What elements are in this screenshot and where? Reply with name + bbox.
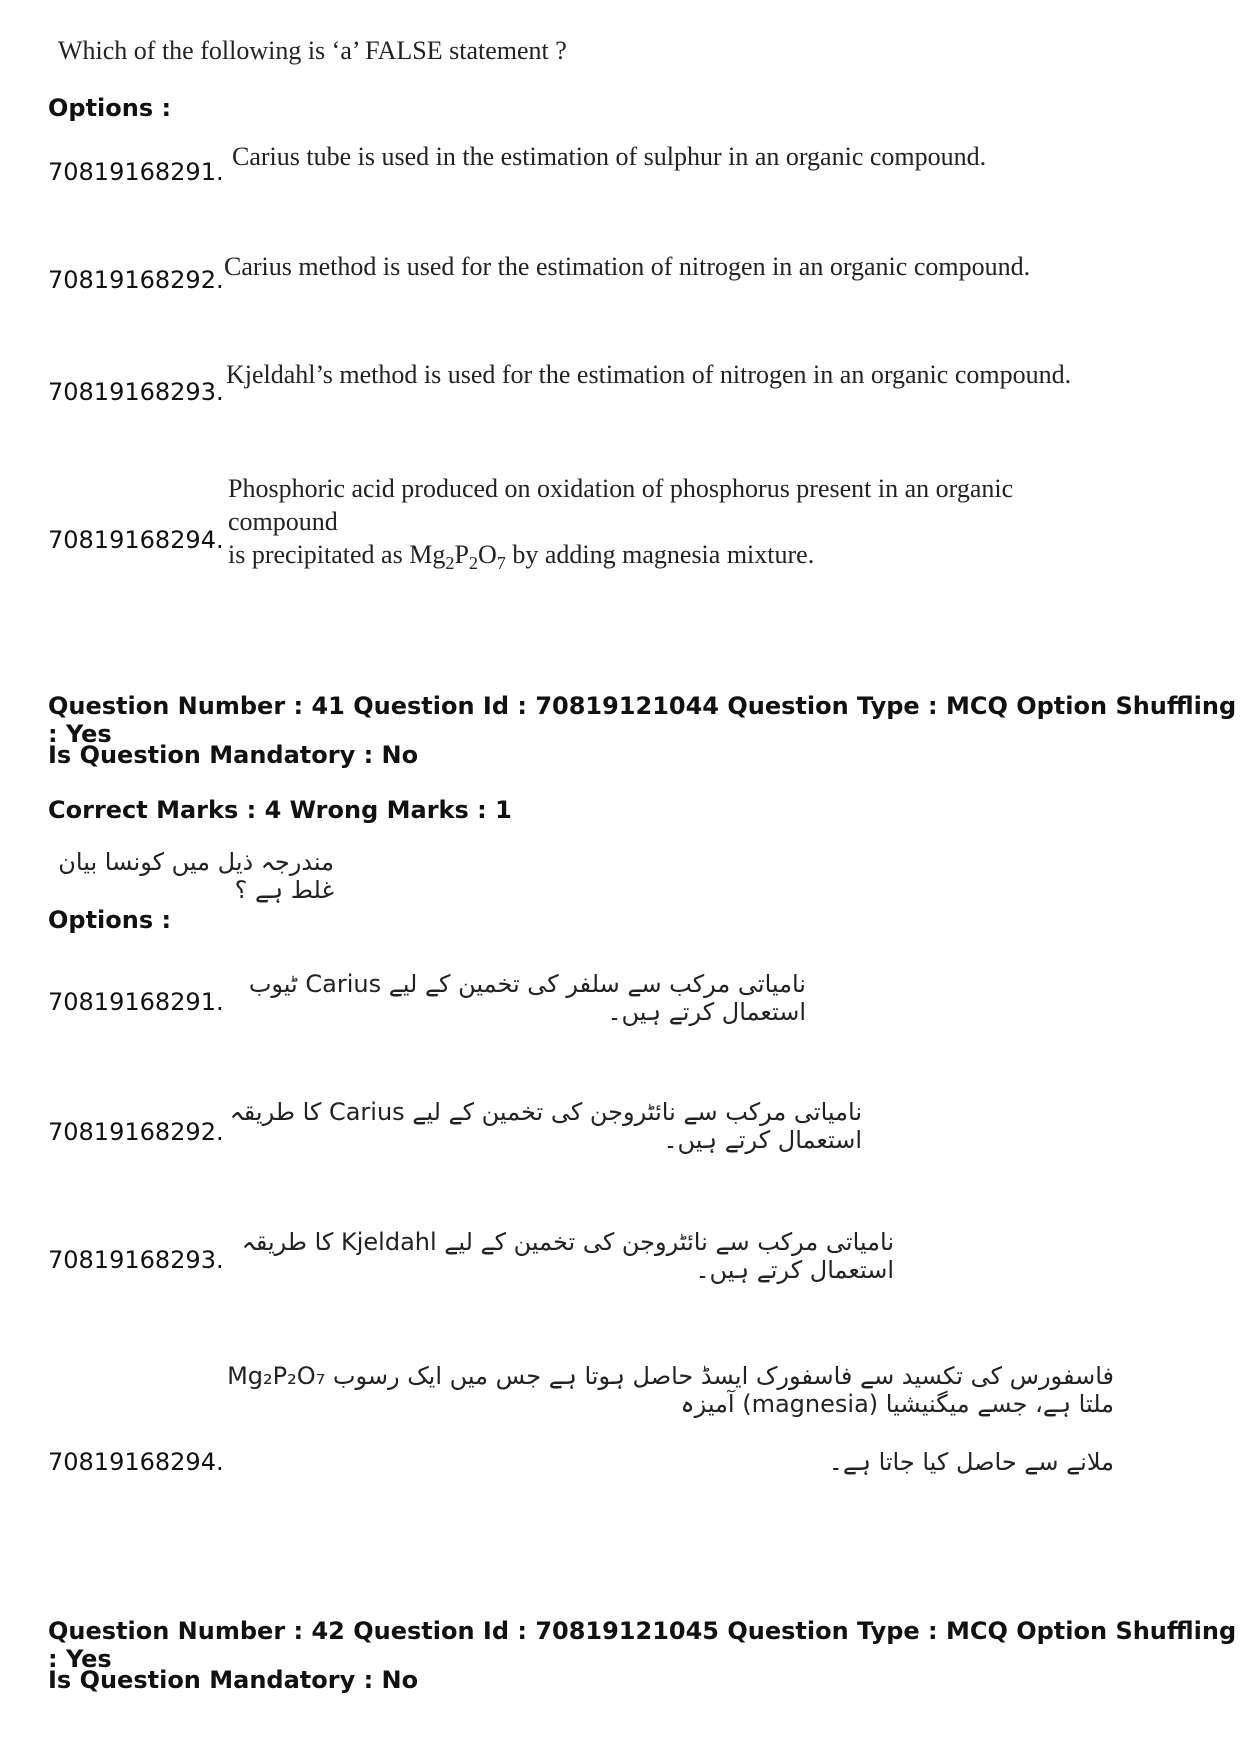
option-number: 70819168294. bbox=[48, 1448, 224, 1476]
option-number: 70819168293. bbox=[48, 378, 224, 406]
option-text: نامیاتی مرکب سے نائٹروجن کی تخمین کے لیے Carius کا طریقہ استعمال کرتے ہیں۔ bbox=[229, 1098, 862, 1154]
question-text: Which of the following is ‘a’ FALSE statement ? bbox=[58, 36, 567, 65]
question-marks: Correct Marks : 4 Wrong Marks : 1 bbox=[48, 796, 512, 824]
option-number: 70819168292. bbox=[48, 1118, 224, 1146]
option-number: 70819168291. bbox=[48, 988, 224, 1016]
option-text bbox=[226, 1362, 1114, 1476]
question-header: Question Number : 42 Question Id : 70819121045 Question Type : MCQ Option Shuffling : Yes bbox=[48, 1617, 1237, 1673]
option-text-line: فاسفورس کی تکسید سے فاسفورک ایسڈ حاصل ہوتا ہے جس میں ایک رسوب Mg₂P₂O₇ ملتا ہے، جسے میگنیشیا (magnesia) آمیزہ bbox=[227, 1362, 1114, 1418]
option-number: 70819168291. bbox=[48, 158, 224, 186]
options-label: Options : bbox=[48, 94, 172, 122]
option-number: 70819168292. bbox=[48, 266, 224, 294]
option-text: نامیاتی مرکب سے نائٹروجن کی تخمین کے لیے Kjeldahl کا طریقہ استعمال کرتے ہیں۔ bbox=[241, 1228, 894, 1284]
option-number: 70819168294. bbox=[48, 526, 224, 554]
option-text-line: Phosphoric acid produced on oxidation of phosphorus present in an organic compound bbox=[228, 474, 1014, 536]
question-header: Question Number : 41 Question Id : 70819121044 Question Type : MCQ Option Shuffling : Yes bbox=[48, 692, 1237, 748]
option-text: Carius method is used for the estimation of nitrogen in an organic compound. bbox=[224, 252, 1031, 281]
question-mandatory: Is Question Mandatory : No bbox=[48, 1666, 419, 1694]
option-text-line: ملانے سے حاصل کیا جاتا ہے۔ bbox=[828, 1448, 1114, 1476]
question-mandatory: Is Question Mandatory : No bbox=[48, 741, 419, 769]
option-text: Kjeldahl’s method is used for the estimation of nitrogen in an organic compound. bbox=[226, 360, 1072, 389]
option-text: نامیاتی مرکب سے سلفر کی تخمین کے لیے Carius ٹیوب استعمال کرتے ہیں۔ bbox=[248, 970, 806, 1026]
option-text bbox=[228, 472, 1128, 580]
options-label: Options : bbox=[48, 906, 172, 934]
urdu-question-text: مندرجہ ذیل میں کونسا بیان غلط ہے ؟ bbox=[58, 848, 334, 904]
option-text: Carius tube is used in the estimation of sulphur in an organic compound. bbox=[232, 142, 987, 171]
option-number: 70819168293. bbox=[48, 1246, 224, 1274]
option-text-line: is precipitated as $Mg_2P_2O_7$ by adding magnesia mixture. bbox=[228, 540, 815, 574]
